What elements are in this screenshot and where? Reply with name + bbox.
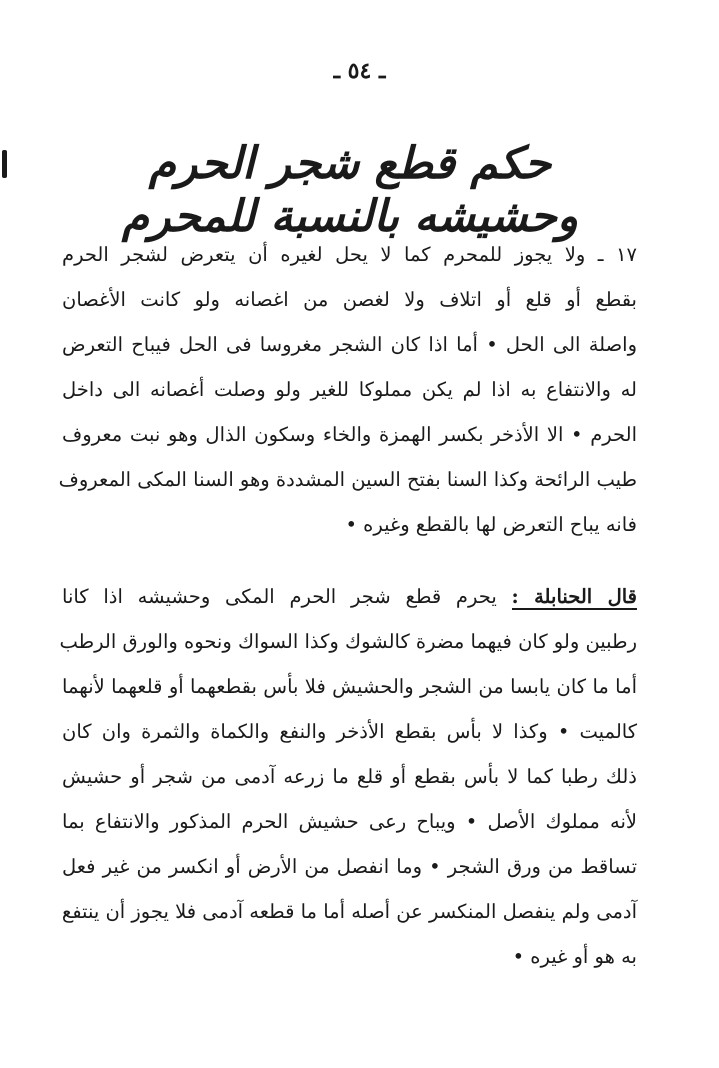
school-heading: قال الحنابلة : [511, 585, 638, 608]
text-line: ١٧ ـ ولا يجوز للمحرم كما لا يحل لغيره أن يتعرض لشجر الحرم [62, 243, 637, 266]
text-line [62, 574, 637, 619]
text-line: أما ما كان يابسا من الشجر والحشيش فلا بأس بقطعهما أو قلعهما لأنهما [62, 675, 637, 698]
paragraph-hanabila [59, 574, 638, 979]
paragraph-17 [58, 232, 637, 547]
chapter-title: حكم قطع شجر الحرم وحشيشه بالنسبة للمحرم [121, 138, 579, 242]
text-line: رطبين ولو كان فيهما مضرة كالشوك وكذا السواك ونحوه والورق الرطب [59, 630, 637, 653]
text-line: بقطع أو قلع أو اتلاف ولا لغصن من اغصانه ولو كانت الأغصان [62, 288, 637, 311]
text-line: به هو أو غيره • [512, 945, 637, 968]
text-line: واصلة الى الحل • أما اذا كان الشجر مغروسا فى الحل فيباح التعرض [62, 333, 637, 356]
page-number: ـ ٥٤ ـ [333, 58, 386, 84]
text-line: طيب الرائحة وكذا السنا بفتح السين المشددة وهو السنا المكى المعروف [58, 468, 637, 491]
text-line: الحرم • الا الأذخر بكسر الهمزة والخاء وسكون الذال وهو نبت معروف [62, 423, 637, 446]
text-line: كالميت • وكذا لا بأس بقطع الأذخر والنفع والكماة والثمرة وان كان [62, 720, 637, 743]
text-line: له والانتفاع به اذا لم يكن مملوكا للغير ولو وصلت أغصانه الى داخل [62, 378, 637, 401]
text-line: آدمى ولم ينفصل المنكسر عن أصله أما ما قطعه آدمى فلا يجوز أن ينتفع [61, 900, 637, 923]
text-line: تساقط من ورق الشجر • وما انفصل من الأرض أو انكسر من غير فعل [62, 855, 637, 878]
text-line-rest: يحرم قطع شجر الحرم المكى وحشيشه اذا كانا [62, 585, 497, 608]
text-line: فانه يباح التعرض لها بالقطع وغيره • [345, 513, 637, 536]
text-line: لأنه مملوك الأصل • ويباح رعى حشيش الحرم المذكور والانتفاع بما [62, 810, 637, 833]
margin-mark [2, 150, 7, 178]
text-line: ذلك رطبا كما لا بأس بقطع أو قلع ما زرعه آدمى من شجر أو حشيش [62, 765, 637, 788]
